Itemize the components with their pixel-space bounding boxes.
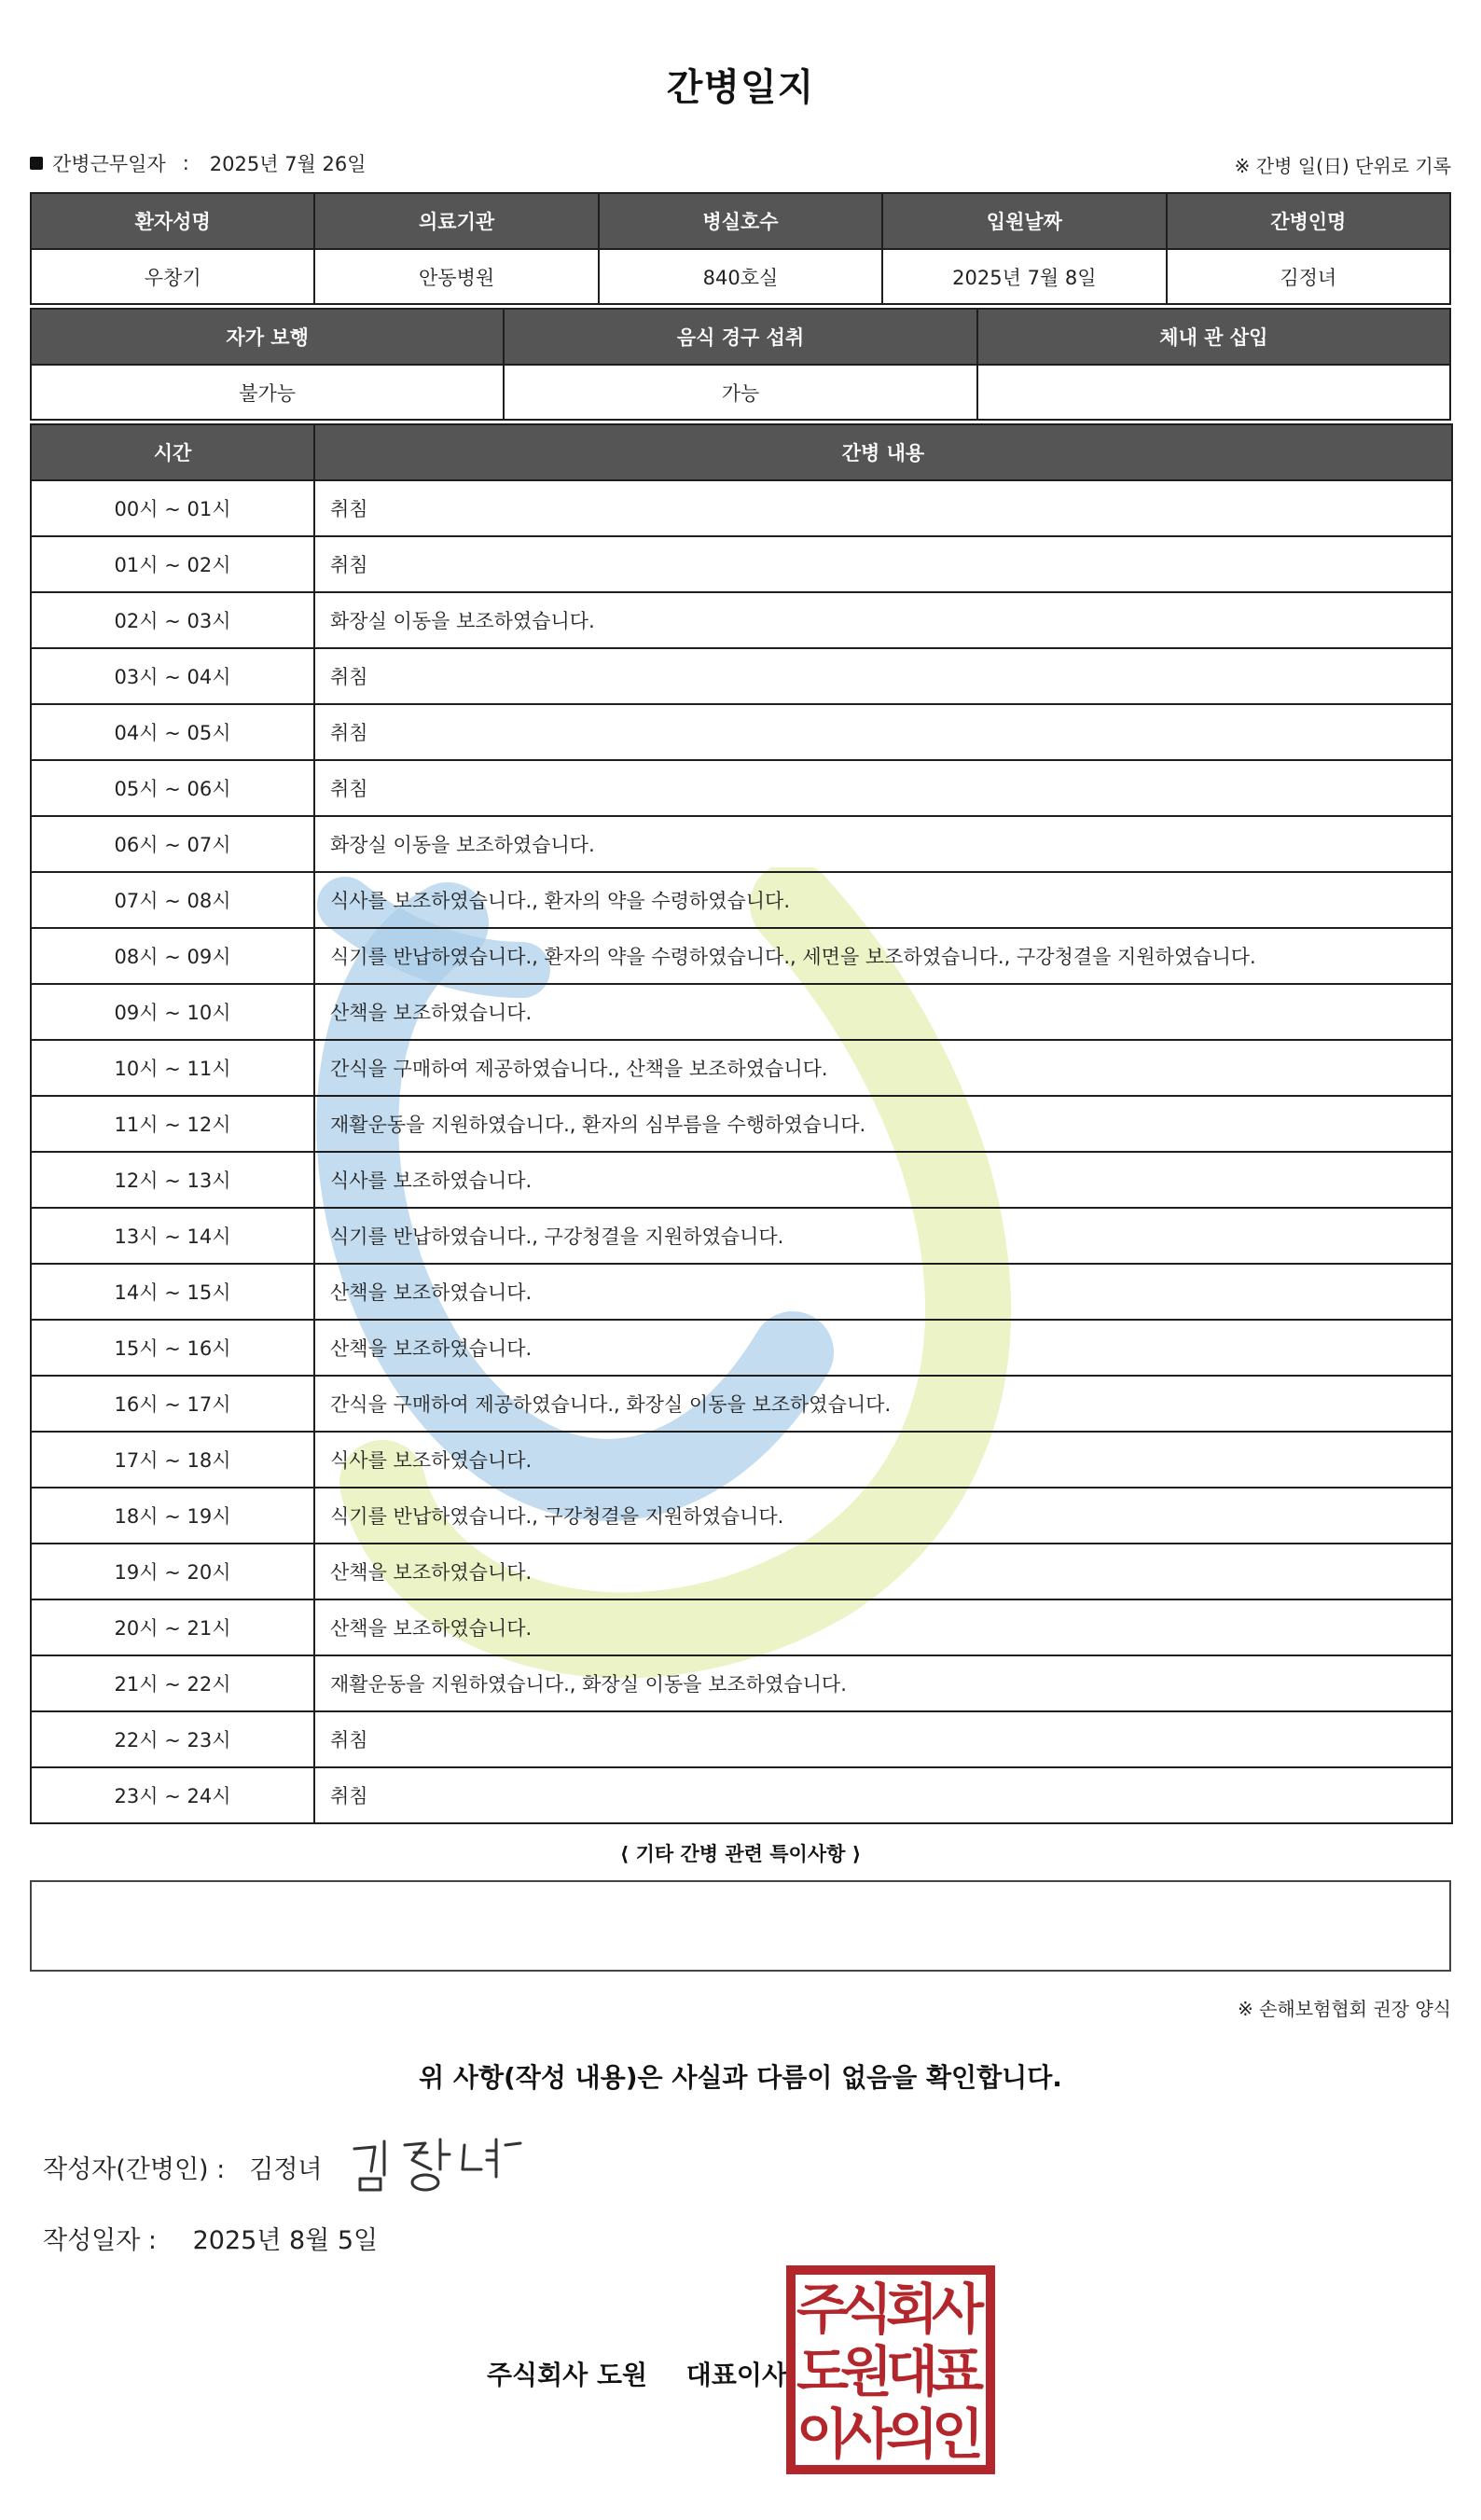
table-row [31, 1488, 1452, 1544]
work-date-value: 2025년 7월 26일 [209, 153, 367, 175]
hospital-name: 안동병원 [314, 249, 598, 304]
table-row [31, 592, 1452, 648]
table-row [31, 1040, 1452, 1096]
table-row [31, 1152, 1452, 1208]
table-row [31, 1767, 1452, 1823]
admission-date: 2025년 7월 8일 [882, 249, 1166, 304]
svg-text:도: 도 [796, 2340, 850, 2403]
bullet-icon [30, 157, 43, 170]
patient-name: 우창기 [31, 249, 314, 304]
written-date-label: 작성일자 : [43, 2226, 158, 2255]
content-cell: 취침 [314, 480, 1452, 536]
confirmation-statement: 위 사항(작성 내용)은 사실과 다름이 없음을 확인합니다. [419, 2062, 1062, 2093]
time-cell: 21시 ~ 22시 [31, 1655, 314, 1711]
content-cell: 재활운동을 지원하였습니다., 환자의 심부름을 수행하였습니다. [314, 1096, 1452, 1152]
content-cell: 산책을 보조하였습니다. [314, 1544, 1452, 1599]
table-row [31, 928, 1452, 984]
table-row [31, 1096, 1452, 1152]
svg-text:표: 표 [931, 2340, 985, 2403]
content-cell: 식기를 반납하였습니다., 구강청결을 지원하였습니다. [314, 1208, 1452, 1264]
table-row [31, 536, 1452, 592]
company-name: 주식회사 도원 [487, 2360, 648, 2390]
source-note: ※ 손해보험협회 권장 양식 [1237, 1998, 1451, 2020]
writer-name: 김정녀 [249, 2155, 323, 2184]
time-cell: 17시 ~ 18시 [31, 1432, 314, 1488]
content-cell: 취침 [314, 704, 1452, 760]
caregiver-name: 김정녀 [1167, 249, 1450, 304]
time-cell: 11시 ~ 12시 [31, 1096, 314, 1152]
content-cell: 취침 [314, 760, 1452, 816]
header-room-number: 병실호수 [599, 193, 882, 249]
written-date-value: 2025년 8월 5일 [192, 2226, 379, 2255]
status-value-row [31, 365, 1450, 420]
time-cell: 14시 ~ 15시 [31, 1264, 314, 1320]
table-row [31, 816, 1452, 872]
svg-text:회: 회 [885, 2278, 939, 2341]
work-date-bar [30, 149, 1451, 177]
company-seal [785, 2264, 996, 2475]
content-cell: 식사를 보조하였습니다. [314, 1432, 1452, 1488]
header-patient-name: 환자성명 [31, 193, 314, 249]
time-cell: 12시 ~ 13시 [31, 1152, 314, 1208]
status-header-row [31, 309, 1450, 365]
svg-text:이: 이 [796, 2402, 850, 2466]
time-cell: 01시 ~ 02시 [31, 536, 314, 592]
content-cell: 간식을 구매하여 제공하였습니다., 산책을 보조하였습니다. [314, 1040, 1452, 1096]
content-cell: 산책을 보조하였습니다. [314, 1264, 1452, 1320]
content-cell: 산책을 보조하였습니다. [314, 984, 1452, 1040]
time-cell: 07시 ~ 08시 [31, 872, 314, 928]
time-cell: 04시 ~ 05시 [31, 704, 314, 760]
header-tube-insertion: 체내 관 삽입 [977, 309, 1450, 365]
content-cell: 식기를 반납하였습니다., 구강청결을 지원하였습니다. [314, 1488, 1452, 1544]
table-row [31, 760, 1452, 816]
svg-text:사: 사 [839, 2402, 893, 2466]
special-notes-box [30, 1880, 1451, 1972]
content-cell: 식기를 반납하였습니다., 환자의 약을 수령하였습니다., 세면을 보조하였습니다., 구강청결을 지원하였습니다. [314, 928, 1452, 984]
time-cell: 13시 ~ 14시 [31, 1208, 314, 1264]
time-cell: 19시 ~ 20시 [31, 1544, 314, 1599]
writer-line [43, 2149, 323, 2185]
oral-intake-value: 가능 [504, 365, 976, 420]
care-log-table [30, 423, 1453, 1824]
time-cell: 16시 ~ 17시 [31, 1376, 314, 1432]
content-cell: 산책을 보조하였습니다. [314, 1320, 1452, 1376]
handwritten-signature [347, 2132, 524, 2197]
table-row [31, 1599, 1452, 1655]
table-row [31, 1544, 1452, 1599]
table-row [31, 1655, 1452, 1711]
table-row [31, 984, 1452, 1040]
care-log-header-row [31, 424, 1452, 480]
content-cell: 취침 [314, 1711, 1452, 1767]
content-cell: 재활운동을 지원하였습니다., 화장실 이동을 보조하였습니다. [314, 1655, 1452, 1711]
table-row [31, 1376, 1452, 1432]
header-time: 시간 [31, 424, 314, 480]
svg-text:주: 주 [796, 2278, 850, 2341]
content-cell: 취침 [314, 536, 1452, 592]
company-line [487, 2355, 787, 2392]
patient-info-header-row [31, 193, 1450, 249]
table-row [31, 1320, 1452, 1376]
content-cell: 간식을 구매하여 제공하였습니다., 화장실 이동을 보조하였습니다. [314, 1376, 1452, 1432]
time-cell: 06시 ~ 07시 [31, 816, 314, 872]
time-cell: 20시 ~ 21시 [31, 1599, 314, 1655]
svg-text:사: 사 [931, 2278, 985, 2341]
time-cell: 18시 ~ 19시 [31, 1488, 314, 1544]
time-cell: 05시 ~ 06시 [31, 760, 314, 816]
table-row [31, 1264, 1452, 1320]
time-cell: 08시 ~ 09시 [31, 928, 314, 984]
tube-insertion-value [977, 365, 1450, 420]
header-oral-intake: 음식 경구 섭취 [504, 309, 976, 365]
table-row [31, 648, 1452, 704]
table-row [31, 1432, 1452, 1488]
header-care-content: 간병 내용 [314, 424, 1452, 480]
time-cell: 15시 ~ 16시 [31, 1320, 314, 1376]
content-cell: 취침 [314, 648, 1452, 704]
svg-text:식: 식 [839, 2278, 893, 2341]
header-admission-date: 입원날짜 [882, 193, 1166, 249]
content-cell: 식사를 보조하였습니다., 환자의 약을 수령하였습니다. [314, 872, 1452, 928]
svg-text:인: 인 [931, 2402, 985, 2466]
patient-status-table [30, 308, 1451, 421]
time-cell: 23시 ~ 24시 [31, 1767, 314, 1823]
work-date-separator: : [182, 152, 189, 174]
work-date-label: 간병근무일자 [52, 153, 166, 175]
table-row [31, 704, 1452, 760]
header-caregiver-name: 간병인명 [1167, 193, 1450, 249]
content-cell: 화장실 이동을 보조하였습니다. [314, 816, 1452, 872]
representative-title: 대표이사 [685, 2360, 787, 2390]
content-cell: 산책을 보조하였습니다. [314, 1599, 1452, 1655]
header-hospital: 의료기관 [314, 193, 598, 249]
unit-note: ※ 간병 일(日) 단위로 기록 [1234, 155, 1451, 177]
content-cell: 식사를 보조하였습니다. [314, 1152, 1452, 1208]
table-row [31, 872, 1452, 928]
document-title: 간병일지 [666, 66, 815, 109]
time-cell: 00시 ~ 01시 [31, 480, 314, 536]
svg-text:의: 의 [885, 2402, 939, 2466]
table-row [31, 1208, 1452, 1264]
patient-info-value-row [31, 249, 1450, 304]
table-row [31, 480, 1452, 536]
notes-title: ⟨ 기타 간병 관련 특이사항 ⟩ [619, 1843, 862, 1865]
self-walking-value: 불가능 [31, 365, 504, 420]
time-cell: 03시 ~ 04시 [31, 648, 314, 704]
time-cell: 22시 ~ 23시 [31, 1711, 314, 1767]
content-cell: 화장실 이동을 보조하였습니다. [314, 592, 1452, 648]
time-cell: 02시 ~ 03시 [31, 592, 314, 648]
svg-text:대: 대 [885, 2340, 939, 2403]
time-cell: 10시 ~ 11시 [31, 1040, 314, 1096]
table-row [31, 1711, 1452, 1767]
time-cell: 09시 ~ 10시 [31, 984, 314, 1040]
content-cell: 취침 [314, 1767, 1452, 1823]
written-date-line [43, 2220, 378, 2256]
room-number: 840호실 [599, 249, 882, 304]
patient-info-table [30, 192, 1451, 305]
writer-label: 작성자(간병인) : [43, 2155, 226, 2184]
svg-text:원: 원 [839, 2340, 893, 2403]
header-self-walking: 자가 보행 [31, 309, 504, 365]
